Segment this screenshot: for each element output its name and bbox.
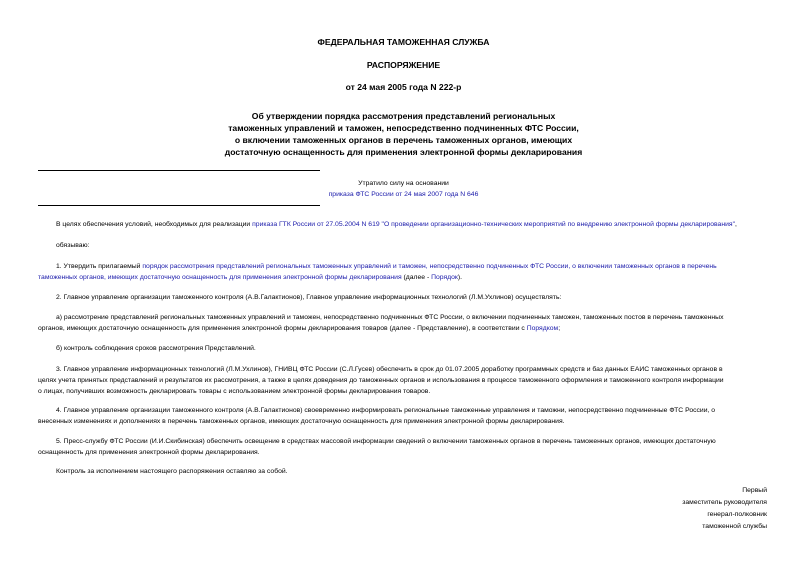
paragraph-item-3: 3. Главное управление информационных технологий (Л.М.Ухлинов), ГНИВЦ ФТС России (С.Л.Гусев) обеспечить в срок до 01.07.2005 доработку программных средств и баз данных ЕАИС таможенных органов в целях учета принятых представлений и результатов их рассмотрения, а также в целях доведения до таможенных органов и использования в процессе таможенного оформления и таможенного контроля информации о лицах, получивших возможность декларировать товары с использованием электронной формы декларирования товаров. xyxy=(38,366,724,395)
document-type-heading: РАСПОРЯЖЕНИЕ xyxy=(366,60,441,70)
title-line: таможенных управлений и таможен, непосредственно подчиненных ФТС России, xyxy=(228,123,579,133)
paragraph-item-1: 1. Утвердить прилагаемый порядок рассмотрения представлений региональных таможенных управлений и таможен, непосредственно подчиненных ФТС России, о включении таможенных органов в перечень таможенных органов, имеющих достаточную оснащенность для применения электронной формы декларирования (далее - Порядок). xyxy=(38,263,717,281)
title-line: Об утверждении порядка рассмотрения представлений региональных xyxy=(251,111,556,121)
divider-top xyxy=(38,170,320,171)
paragraph-control: Контроль за исполнением настоящего распоряжения оставляю за собой. xyxy=(56,468,288,475)
signature-block xyxy=(560,485,767,533)
document-title xyxy=(180,110,627,158)
divider-bottom xyxy=(38,205,320,206)
agency-heading: ФЕДЕРАЛЬНАЯ ТАМОЖЕННАЯ СЛУЖБА xyxy=(317,37,490,47)
procedure-link[interactable]: порядок рассмотрения представлений региональных таможенных управлений и таможен, непосредственно подчиненных ФТС России, о включении таможенных органов в перечень xyxy=(142,263,717,270)
signature-line: таможенной службы xyxy=(702,523,767,530)
procedure-short-link[interactable]: Порядок xyxy=(431,274,458,281)
procedure-link-cont[interactable]: таможенных органов, имеющих достаточную оснащенность для применения электронной формы декларирования xyxy=(38,274,402,281)
lost-force-note: Утратило силу на основании xyxy=(358,180,449,187)
title-line: о включении таможенных органов в перечень таможенных органов, имеющих xyxy=(234,135,573,145)
signature-line: генерал-полковник xyxy=(707,511,767,518)
signature-line: заместитель руководителя xyxy=(682,499,767,506)
order-619-link[interactable]: приказа ГТК России от 27.05.2004 N 619 "О проведении организационно-технических мероприятий по внедрению электронной формы декларирования" xyxy=(252,221,735,228)
paragraph-item-2a: а) рассмотрение представлений региональных таможенных управлений и таможен, непосредственно подчиненных ФТС России, о включении подчиненных таможен, таможенных постов в перечень таможенных органов, имеющих достаточную оснащенность для применения электронной формы декларирования товаров (далее - Представление), в соответствии с Порядком; xyxy=(38,314,724,332)
document-date-heading: от 24 мая 2005 года N 222-р xyxy=(345,82,462,92)
paragraph-item-4: 4. Главное управление организации таможенного контроля (А.В.Галактионов) своевременно информировать региональные таможенные управления и таможни, непосредственно подчиненные ФТС России, о внесенных изменениях и дополнениях в перечень таможенных органов, имеющих достаточную оснащенность для применения электронной формы декларирования. xyxy=(38,407,716,425)
signature-line: Первый xyxy=(742,487,767,494)
paragraph-intro: В целях обеспечения условий, необходимых для реализации приказа ГТК России от 27.05.2004 N 619 "О проведении организационно-технических мероприятий по внедрению электронной формы декларирования", xyxy=(56,221,737,228)
lost-force-order-link[interactable]: приказа ФТС России от 24 мая 2007 года N 646 xyxy=(328,191,479,198)
procedure-ref-link[interactable]: Порядком xyxy=(526,325,559,332)
title-line: достаточную оснащенность для применения электронной формы декларирования xyxy=(224,147,583,157)
paragraph-item-2: 2. Главное управление организации таможенного контроля (А.В.Галактионов), Главное управление информационных технологий (Л.М.Ухлинов) осуществлять: xyxy=(56,294,562,301)
paragraph-item-2b: б) контроль соблюдения сроков рассмотрения Представлений. xyxy=(56,345,256,352)
paragraph-oblyazyvayu: обязываю: xyxy=(56,242,90,249)
paragraph-item-5: 5. Пресс-службу ФТС России (И.И.Скибинская) обеспечить освещение в средствах массовой информации сведений о включении таможенных органов в перечень таможенных органов, имеющих достаточную оснащенность для применения электронной формы декларирования. xyxy=(38,438,716,456)
